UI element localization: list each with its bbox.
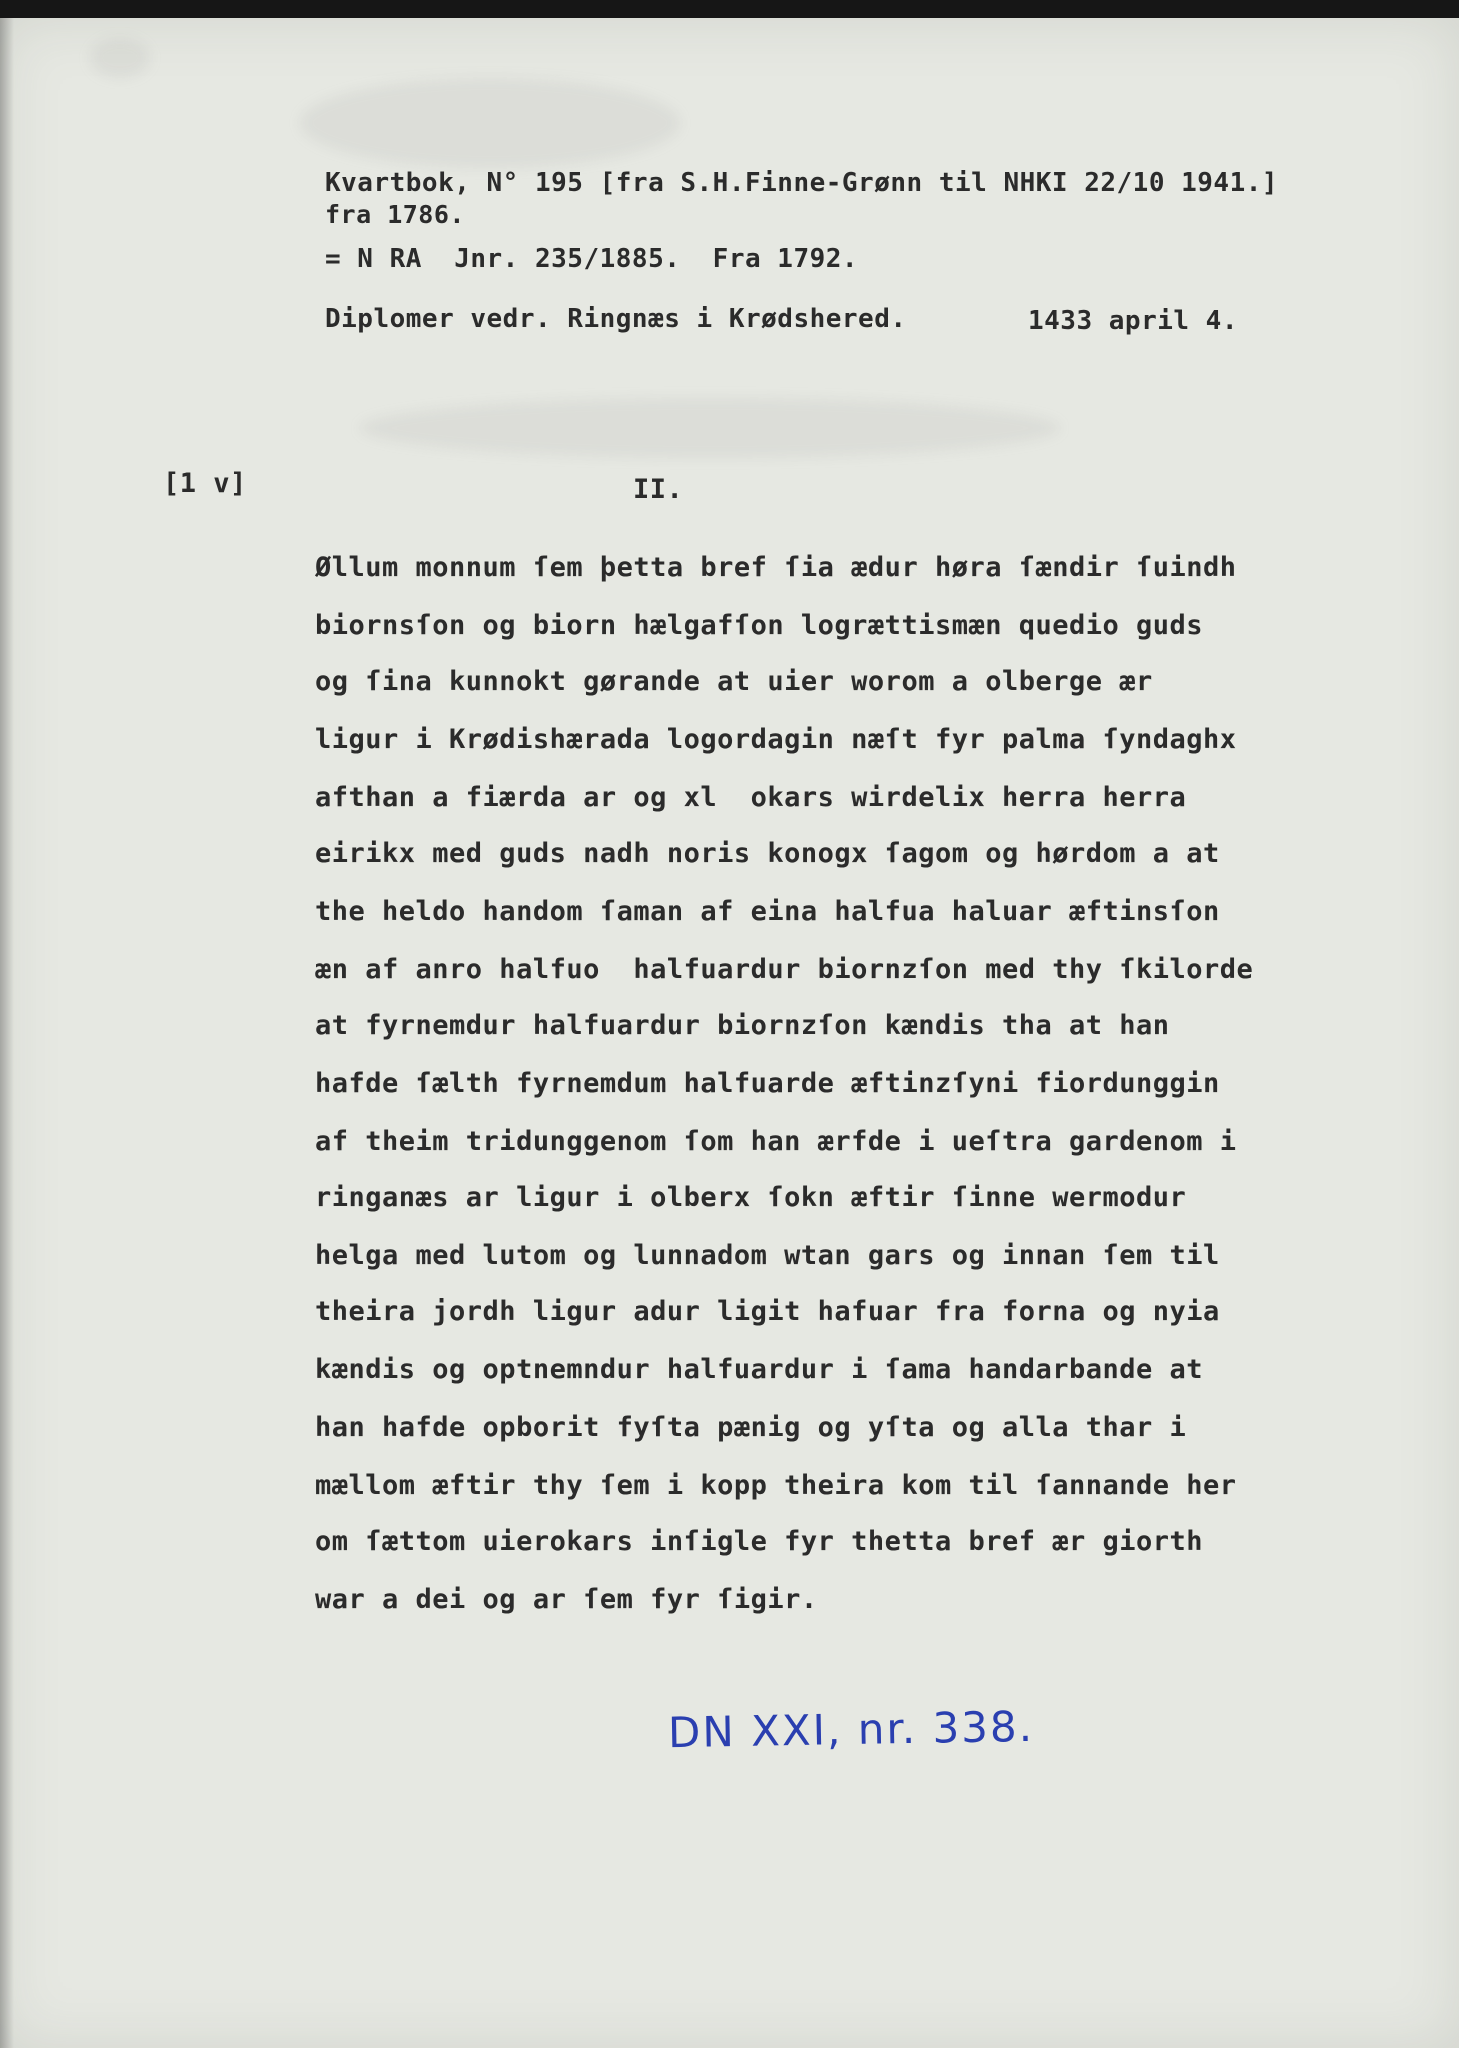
paper-smudge (90, 38, 150, 78)
body-line: afthan a fiærda ar og xl okars wirdelix herra herra (315, 782, 1187, 813)
body-line: theira jordh ligur adur ligit hafuar fra forna og nyia (315, 1296, 1220, 1327)
body-line: kændis og optnemndur halfuardur i ſama handarbande at (315, 1354, 1204, 1385)
body-line: ligur i Krødishærada logordagin næſt fyr palma ſyndaghx (315, 724, 1237, 755)
body-line: og ſina kunnokt gørande at uier worom a olberge ær (315, 666, 1153, 697)
body-line: helga med lutom og lunnadom wtan gars og innan ſem til (315, 1240, 1220, 1271)
header-date: 1433 april 4. (1028, 306, 1238, 336)
body-line: war a dei og ar ſem fyr ſigir. (315, 1584, 818, 1615)
header-title-line: Kvartbok, N° 195 [fra S.H.Finne-Grønn til NHKI 22/10 1941.] (325, 168, 1279, 198)
body-line: om ſættom uierokars inſigle fyr thetta bref ær giorth (315, 1526, 1204, 1557)
paper-smudge (360, 398, 1060, 458)
body-line: æn af anro halfuo halfuardur biornzſon med thy ſkilorde (315, 954, 1254, 985)
margin-folio-reference: [1 v] (163, 468, 247, 499)
body-line: at fyrnemdur halfuardur biornzſon kændis tha at han (315, 1010, 1170, 1041)
header-archive-line: = N RA Jnr. 235/1885. Fra 1792. (325, 244, 859, 274)
body-line: hafde ſælth fyrnemdum halfuarde æftinzſyni fiordunggin (315, 1068, 1220, 1099)
page-edge-shadow (0, 18, 14, 2048)
body-line: af theim tridunggenom ſom han ærfde i ueſtra gardenom i (315, 1126, 1237, 1157)
paper-smudge (300, 78, 680, 168)
body-line: mællom æftir thy ſem i kopp theira kom til ſannande her (315, 1470, 1237, 1501)
header-date-line: fra 1786. (325, 200, 465, 229)
handwritten-reference-note: DN XXI, nr. 338. (667, 1701, 1035, 1758)
body-line: Øllum monnum ſem þetta bref ſia ædur høra ſændir ſuindh (315, 552, 1237, 583)
header-subject: Diplomer vedr. Ringnæs i Krødshered. (325, 304, 907, 334)
body-line: biornsſon og biorn hælgafſon logrættismæn quedio guds (315, 610, 1204, 641)
body-line: the heldo handom ſaman af eina halfua haluar æftinsſon (315, 896, 1220, 927)
body-line: han hafde opborit fyſta pænig og yſta og alla thar i (315, 1412, 1187, 1443)
section-number: II. (633, 474, 684, 505)
body-line: ringanæs ar ligur i olberx ſokn æftir ſinne wermodur (315, 1182, 1187, 1213)
body-line: eirikx med guds nadh noris konogx ſagom og hørdom a at (315, 838, 1220, 869)
